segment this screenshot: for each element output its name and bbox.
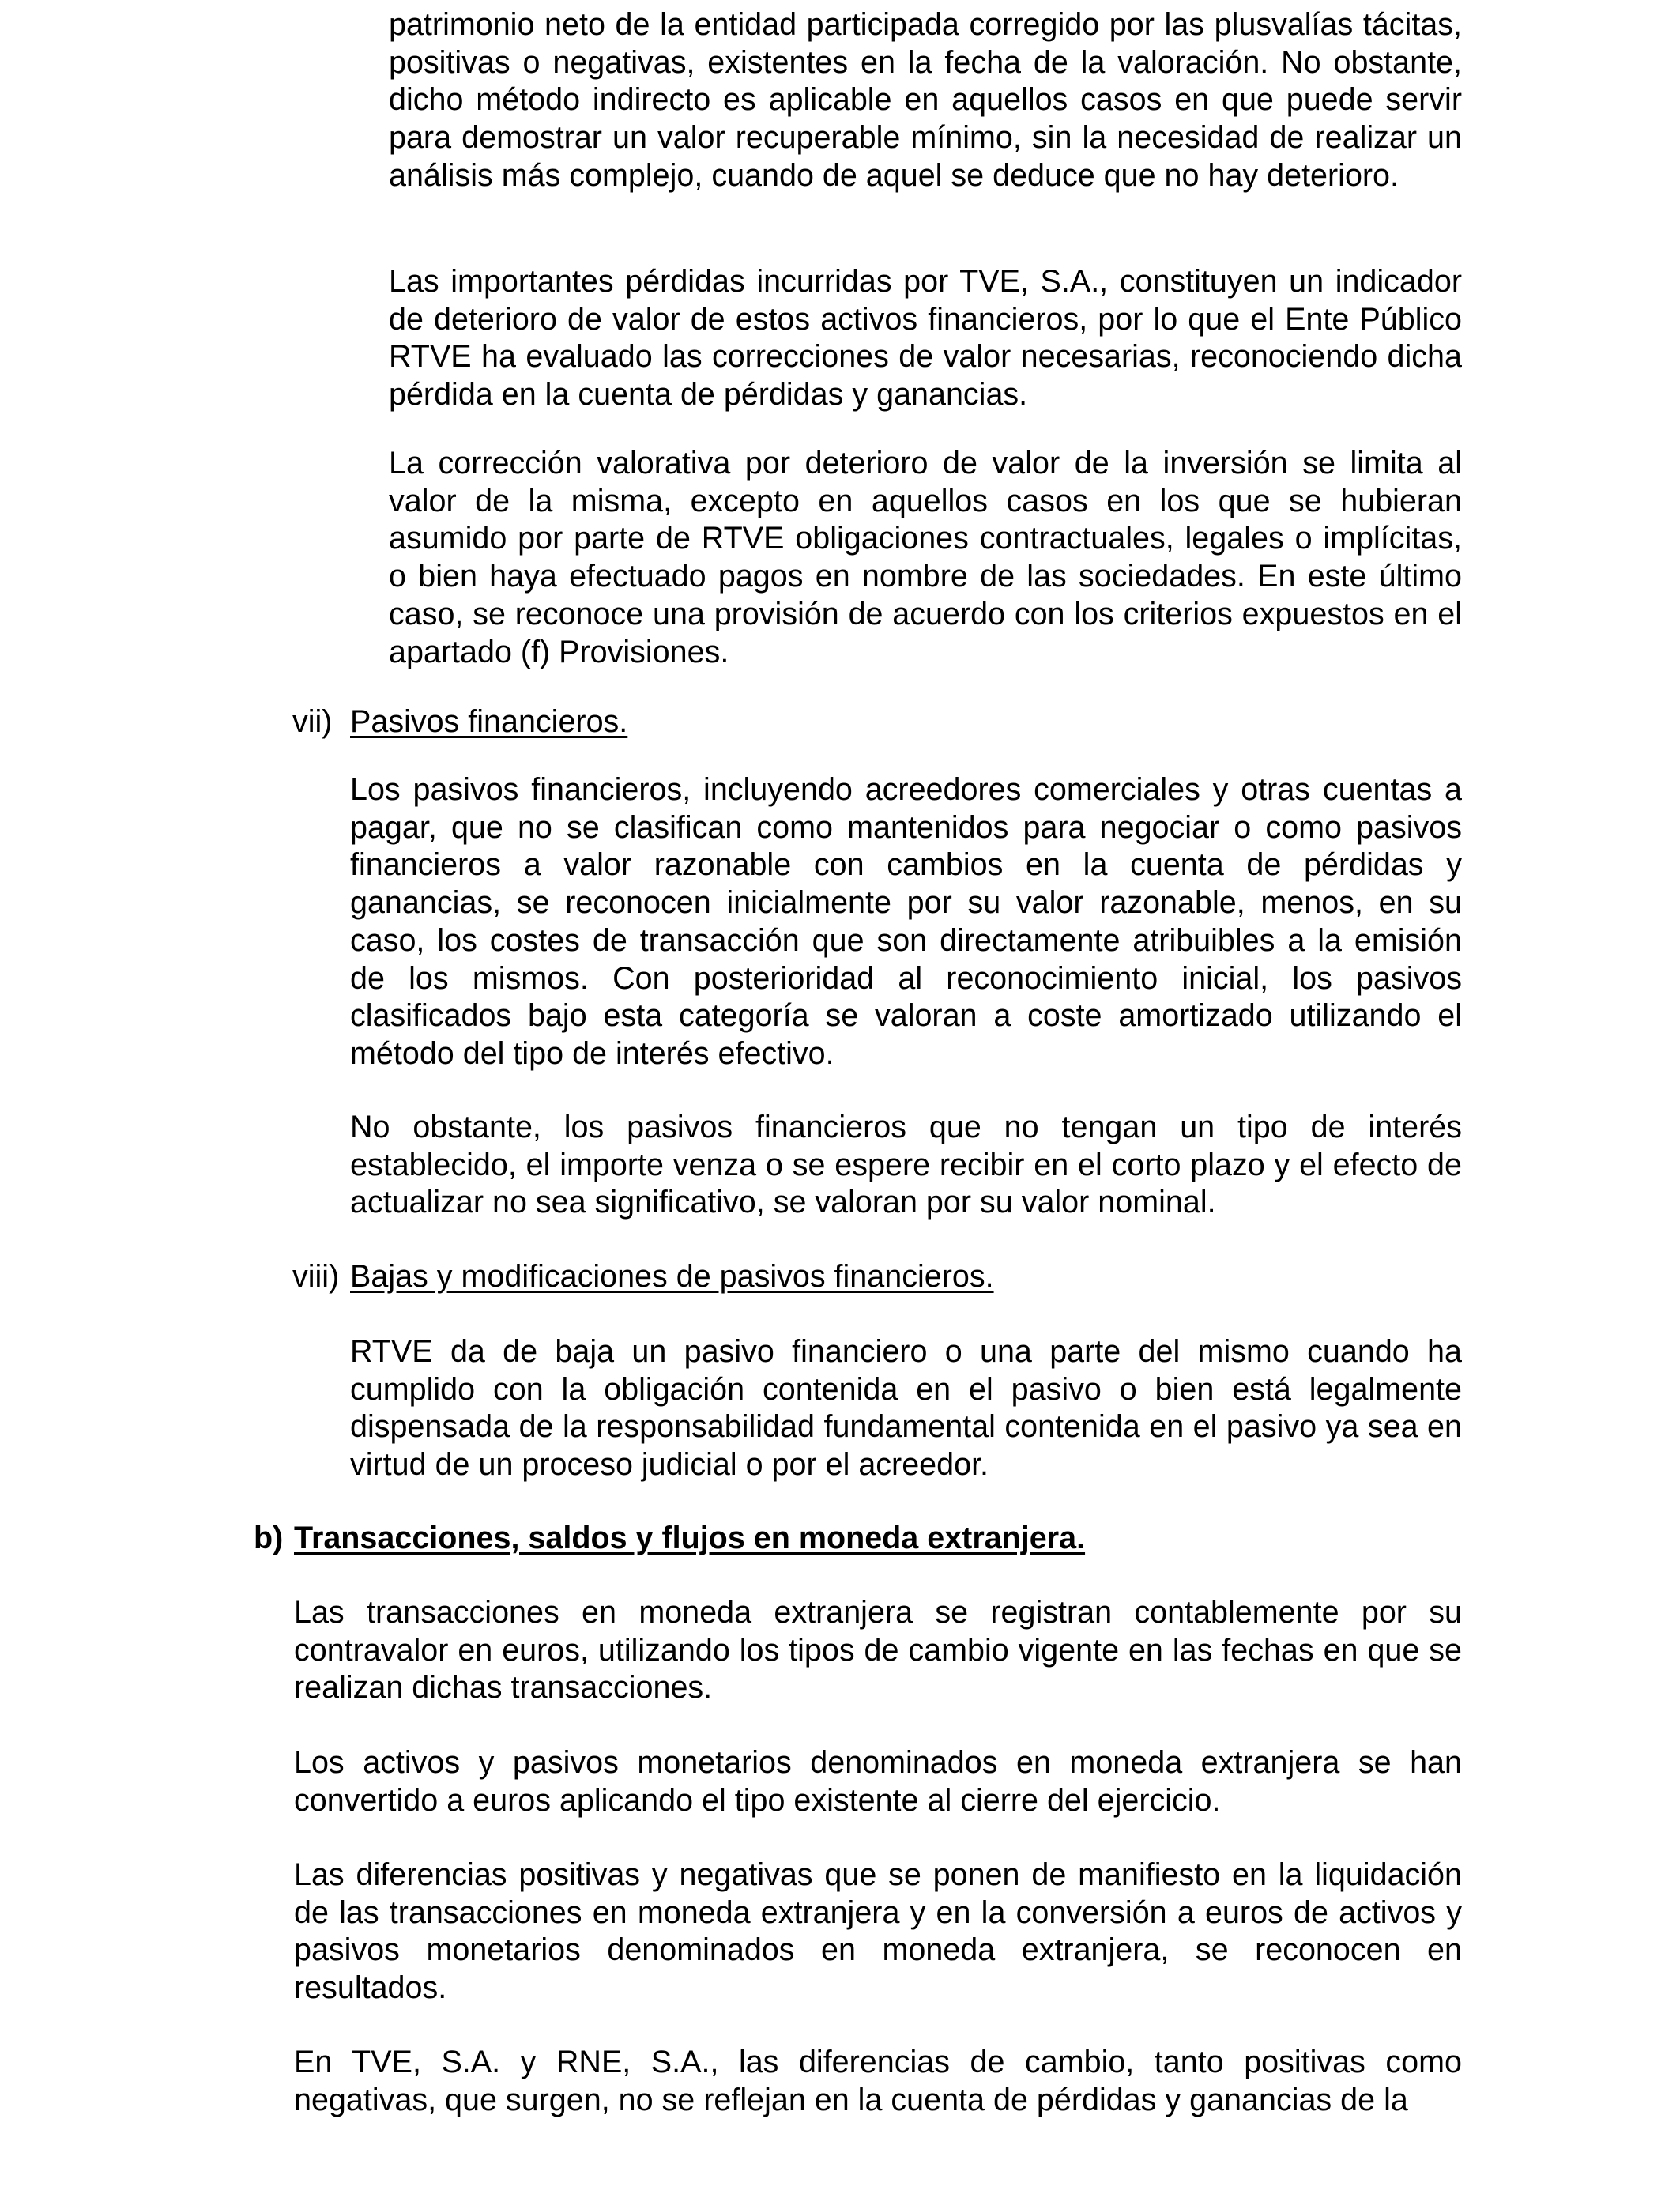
section-vii-number: vii): [292, 704, 333, 739]
paragraph-pasivos-financieros: Los pasivos financieros, incluyendo acreedores comerciales y otras cuentas a pagar, que no se clasifican como mantenidos para negociar o como pasivos financieros a valor razonable con cambios en la cuenta de pérdidas y ganancias, se reconocen inicialmente por su valor razonable, menos, en su caso, los costes de transacción que son directamente atribuibles a la emisión de los mismos. Con posterioridad al reconocimiento inicial, los pasivos clasificados bajo esta categoría se valoran a coste amortizado utilizando el método del tipo de interés efectivo.: [350, 772, 1462, 1071]
section-b-number: b): [254, 1521, 284, 1555]
paragraph-tve-rne: En TVE, S.A. y RNE, S.A., las diferencias de cambio, tanto positivas como negativas, que surgen, no se reflejan en la cuenta de pérdidas y ganancias de la: [294, 2045, 1462, 2117]
paragraph-no-obstante: No obstante, los pasivos financieros que no tengan un tipo de interés establecido, el importe venza o se espere recibir en el corto plazo y el efecto de actualizar no sea significativo, se valoran por su valor nominal.: [350, 1110, 1462, 1220]
paragraph-transacciones-moneda: Las transacciones en moneda extranjera se registran contablemente por su contravalor en euros, utilizando los tipos de cambio vigente en las fechas en que se realizan dichas transacciones.: [294, 1595, 1462, 1706]
paragraph-baja-pasivo: RTVE da de baja un pasivo financiero o una parte del mismo cuando ha cumplido con la obligación contenida en el pasivo o bien está legalmente dispensada de la responsabilidad fundamental contenida en el pasivo ya sea en virtud de un proceso judicial o por el acreedor.: [350, 1334, 1462, 1483]
section-viii-number: viii): [292, 1259, 340, 1294]
paragraph-activos-pasivos-monetarios: Los activos y pasivos monetarios denominados en moneda extranjera se han convertido a euros aplicando el tipo existente al cierre del ejercicio.: [294, 1745, 1462, 1818]
paragraph-diferencias-positivas: Las diferencias positivas y negativas que se ponen de manifiesto en la liquidación de las transacciones en moneda extranjera y en la conversión a euros de activos y pasivos monetarios denominados en moneda extranjera, se reconocen en resultados.: [294, 1857, 1462, 2006]
paragraph-perdidas-tve: Las importantes pérdidas incurridas por TVE, S.A., constituyen un indicador de deterioro de valor de estos activos financieros, por lo que el Ente Público RTVE ha evaluado las correcciones de valor necesarias, reconociendo dicha pérdida en la cuenta de pérdidas y ganancias.: [389, 264, 1462, 413]
section-b-title: Transacciones, saldos y flujos en moneda extranjera.: [294, 1521, 1086, 1555]
paragraph-patrimonio-neto: patrimonio neto de la entidad participada corregido por las plusvalías tácitas, positivas o negativas, existentes en la fecha de la valoración. No obstante, dicho método indirecto es aplicable en aquellos casos en que puede servir para demostrar un valor recuperable mínimo, sin la necesidad de realizar un análisis más complejo, cuando de aquel se deduce que no hay deterioro.: [389, 7, 1462, 193]
paragraph-correccion-valorativa: La corrección valorativa por deterioro de valor de la inversión se limita al valor de la misma, excepto en aquellos casos en los que se hubieran asumido por parte de RTVE obligaciones contractuales, legales o implícitas, o bien haya efectuado pagos en nombre de las sociedades. En este último caso, se reconoce una provisión de acuerdo con los criterios expuestos en el apartado (f) Provisiones.: [389, 446, 1462, 669]
section-vii-title: Pasivos financieros.: [350, 704, 628, 739]
section-viii-title: Bajas y modificaciones de pasivos financieros.: [350, 1259, 994, 1294]
